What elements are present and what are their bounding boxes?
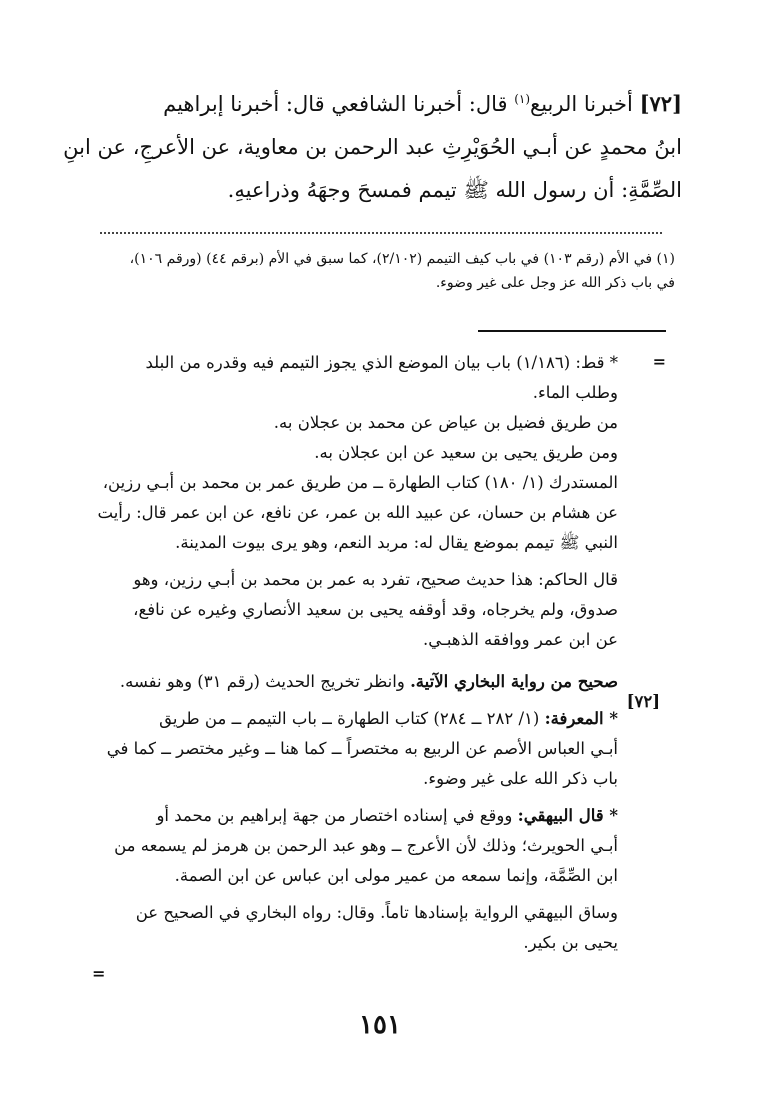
notes-separator-rule [478,330,666,332]
footnote-marker[interactable]: (١) [514,92,531,106]
takhrij-notes [88,348,618,958]
note-line: ابن الصِّمَّة، وإنما سمعه من عمير مولى ابن عباس عن ابن الصمة. [174,866,618,885]
note-line: وطلب الماء. [532,383,618,402]
continuation-mark-bottom: = [92,964,106,983]
note-line: صدوق، ولم يخرجاه، وقد أوقفه يحيى بن سعيد الأنصاري وغيره عن نافع، [133,600,618,619]
page-number: ١٥١ [359,1010,401,1040]
continuation-mark-top: = [652,352,666,371]
note-line: عن ابن عمر ووافقه الذهبـي. [423,630,618,649]
note-line: من طريق فضيل بن عياض عن محمد بن عجلان به. [273,413,618,432]
hadith-line-2: ابنُ محمدٍ عن أبـي الحُوَيْرِثِ عبد الرحمن بن معاوية، عن الأعرجِ، عن ابنِ [63,135,682,159]
note-line: * المعرفة: (١/ ٢٨٢ ــ ٢٨٤) كتاب الطهارة ــ باب التيمم ــ من طريق [159,709,618,728]
hadith-number: [٧٢] [639,91,682,116]
note-line: * قط: (١/١٨٦) باب بيان الموضع الذي يجوز التيمم فيه وقدره من البلد [145,353,618,372]
takhrij-number-tag: [٧٢] [626,692,660,711]
note-line: المستدرك (١/ ١٨٠) كتاب الطهارة ــ من طريق عمر بن محمد بن أبـي رزين، [102,473,618,492]
footnote-line-1: (١) في الأم (رقم ١٠٣) في باب كيف التيمم (٢/١٠٢)، كما سبق في الأم (برقم ٤٤) (ورقم ١٠٦)، [129,251,675,267]
footnote-separator [100,232,662,234]
note-line: النبي ﷺ تيمم بموضع يقال له: مربد النعم، وهو يرى بيوت المدينة. [175,533,618,552]
hadith-line-3: الصِّمَّةِ: أن رسول الله ﷺ تيمم فمسحَ وجهَهُ وذراعيهِ. [227,178,682,202]
note-line: أبـي الحويرث؛ وذلك لأن الأعرج ــ وهو عبد الرحمن بن هرمز لم يسمعه من [114,836,618,855]
hadith-line-1: [٧٢] أخبرنا الربيع$^{(١)}$ قال: أخبرنا الشافعي قال: أخبرنا إبراهيم [163,91,682,116]
note-line: * قال البيهقي: ووقع في إسناده اختصار من جهة إبراهيم بن محمد أو [156,806,618,825]
note-line: عن هشام بن حسان، عن عبيد الله بن عمر، عن نافع، عن ابن عمر قال: رأيت [97,503,618,522]
footnote [75,247,675,295]
note-line: أبـي العباس الأصم عن الربيع به مختصراً ــ كما هنا ــ وغير مختصر ــ كما في [106,739,618,758]
footnote-line-2: في باب ذكر الله عز وجل على غير وضوء. [435,275,675,291]
note-line: وساق البيهقي الرواية بإسنادها تاماً. وقال: رواه البخاري في الصحيح عن [135,903,618,922]
sahih-line: صحيح من رواية البخاري الآتية. وانظر تخريج الحديث (رقم ٣١) وهو نفسه. [119,672,618,691]
note-line: باب ذكر الله على غير وضوء. [423,769,618,788]
note-line: قال الحاكم: هذا حديث صحيح، تفرد به عمر بن محمد بن أبـي رزين، وهو [133,570,618,589]
note-line: يحيى بن بكير. [523,933,618,952]
note-line: ومن طريق يحيى بن سعيد عن ابن عجلان به. [314,443,618,462]
hadith-text [60,78,682,212]
